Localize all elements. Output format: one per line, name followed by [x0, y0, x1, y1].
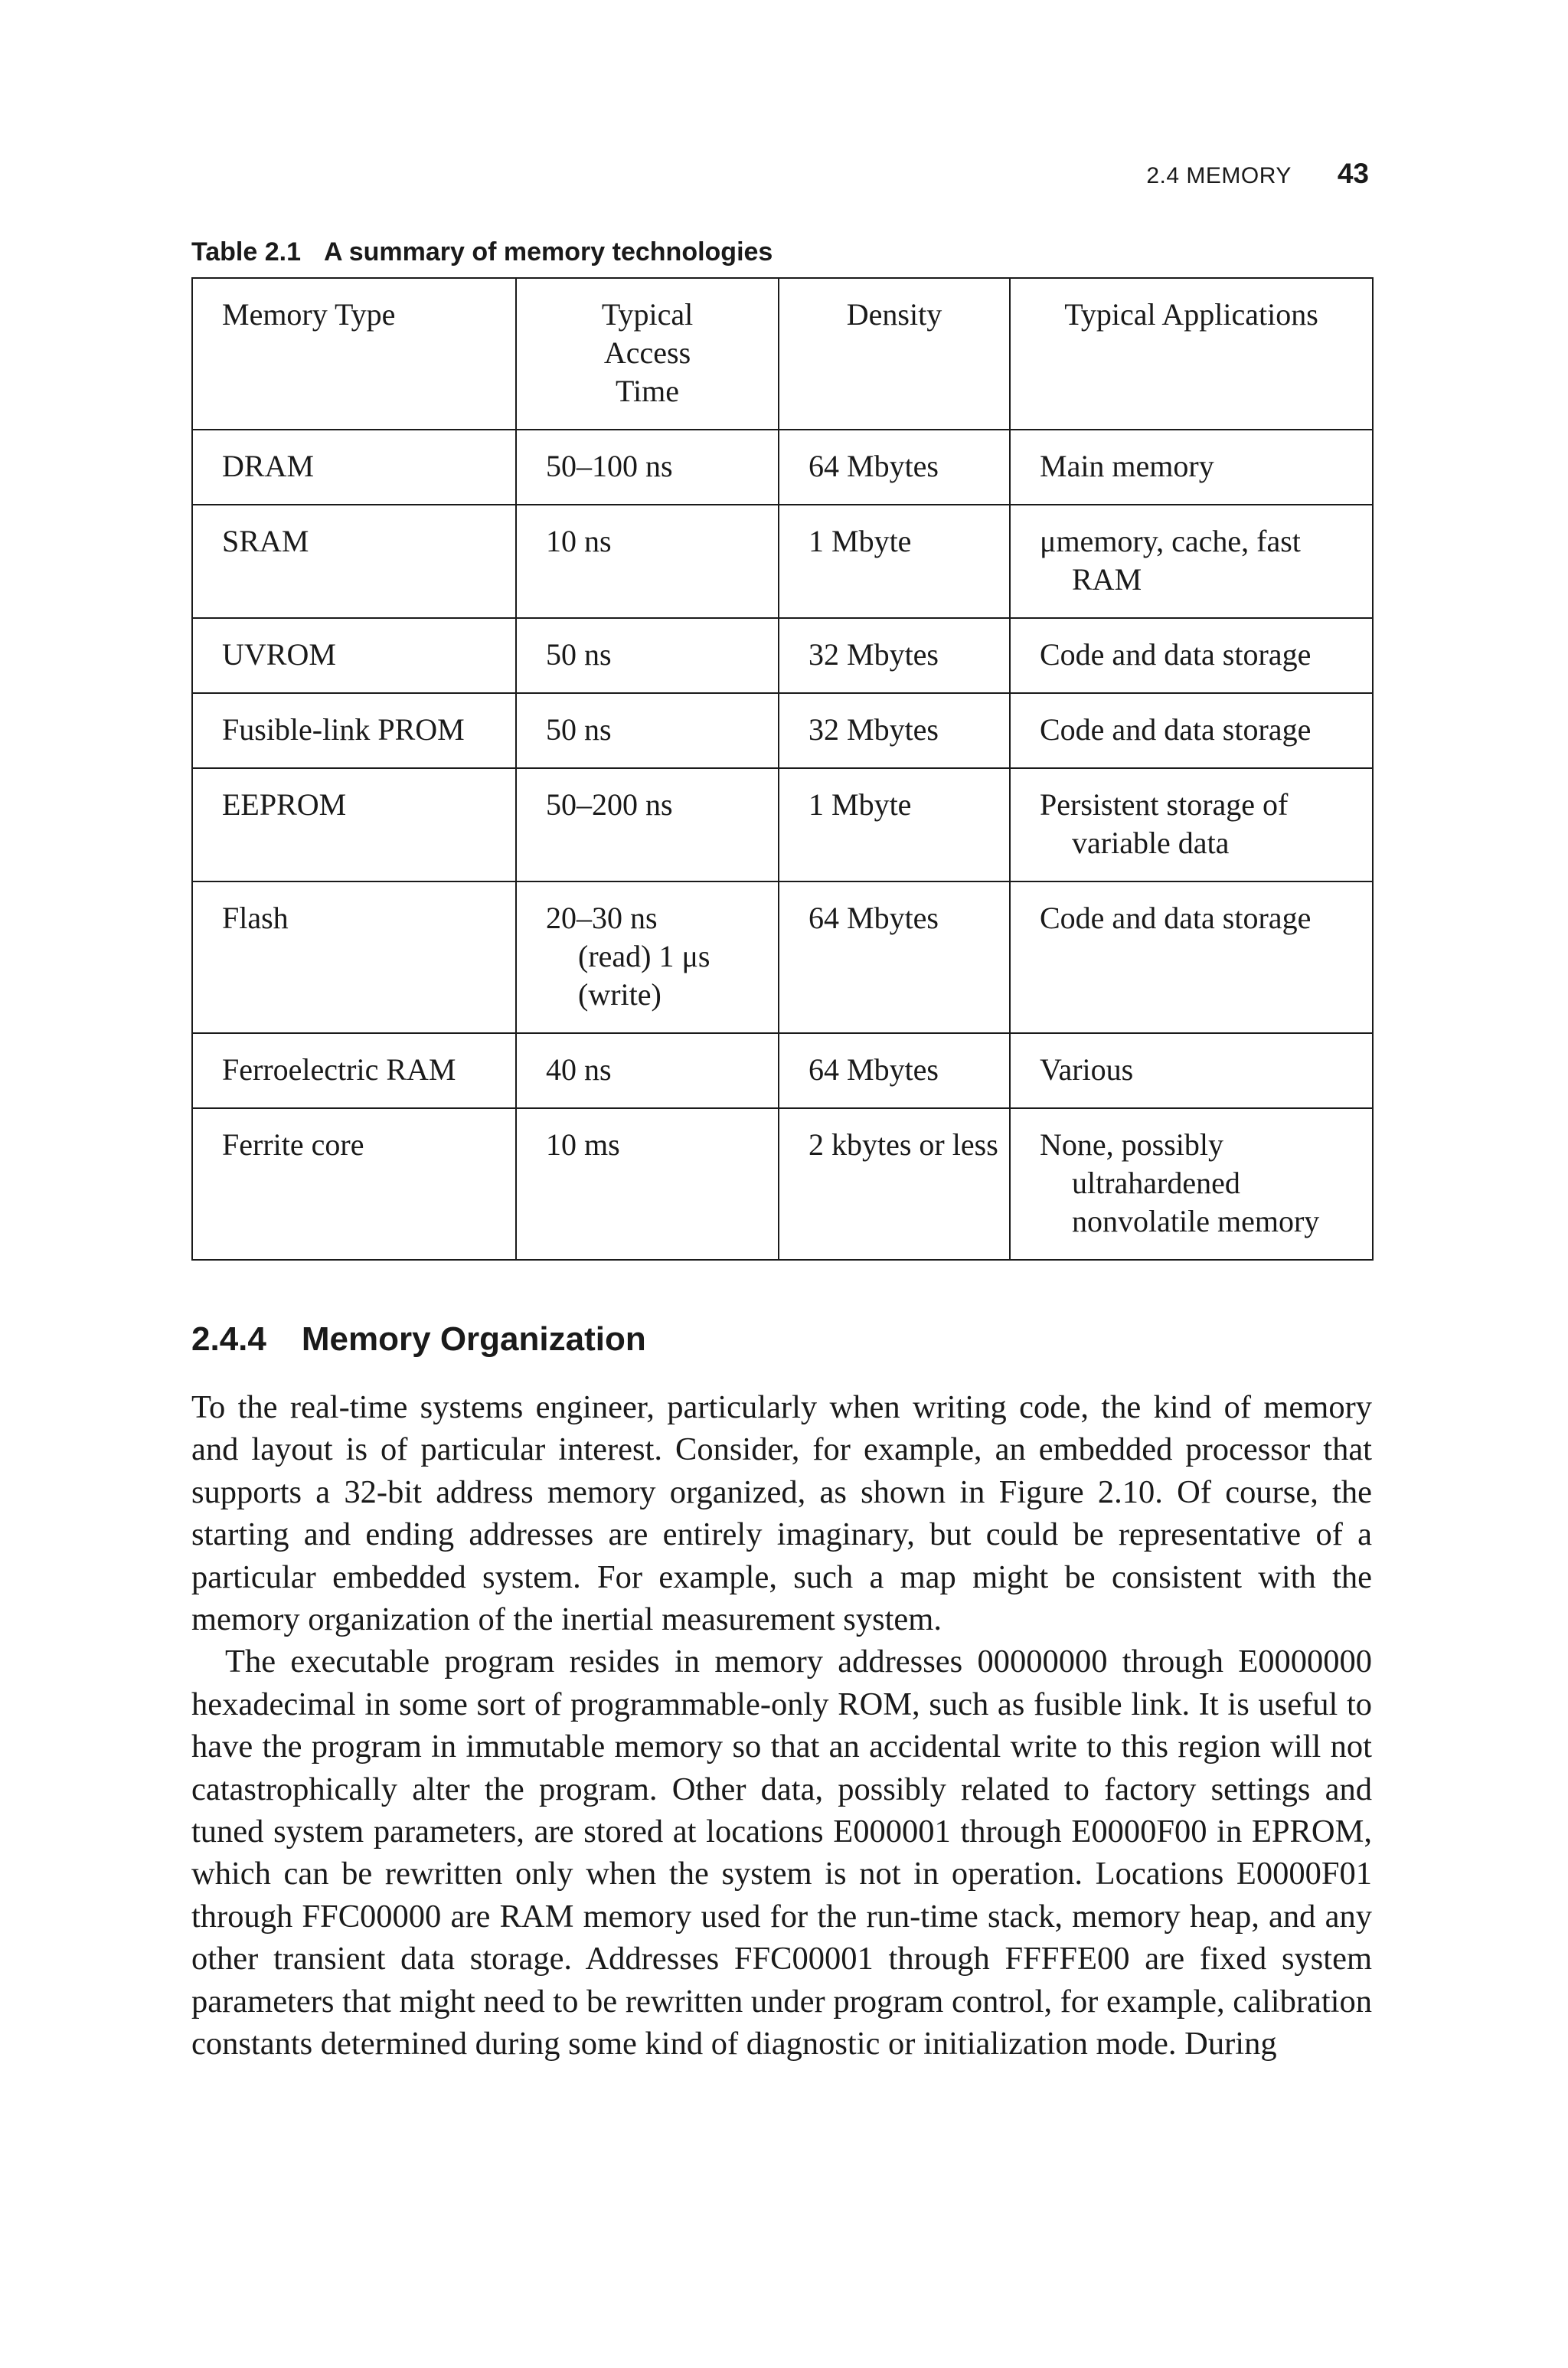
table-header-row [192, 278, 1373, 430]
table-row [192, 1108, 1373, 1260]
cell-applications: μmemory, cache, fast RAM [1010, 505, 1373, 618]
cell-applications: Code and data storage [1010, 881, 1373, 1033]
cell-memory-type: EEPROM [192, 768, 516, 881]
section-title: Memory Organization [301, 1320, 646, 1358]
cell-applications: Code and data storage [1010, 618, 1373, 693]
table-row [192, 430, 1373, 505]
cell-applications: Code and data storage [1010, 693, 1373, 768]
cell-density: 2 kbytes or less [779, 1108, 1010, 1260]
section-heading [191, 1320, 646, 1359]
cell-density: 64 Mbytes [779, 1033, 1010, 1108]
cell-applications: None, possibly ultrahardened nonvolatile memory [1010, 1108, 1373, 1260]
cell-density: 32 Mbytes [779, 618, 1010, 693]
cell-density: 64 Mbytes [779, 430, 1010, 505]
cell-memory-type: Flash [192, 881, 516, 1033]
table-row [192, 693, 1373, 768]
cell-memory-type: DRAM [192, 430, 516, 505]
cell-memory-type: Ferrite core [192, 1108, 516, 1260]
cell-density: 32 Mbytes [779, 693, 1010, 768]
cell-access-time: 50 ns [516, 618, 779, 693]
table-row [192, 618, 1373, 693]
cell-memory-type: Fusible-link PROM [192, 693, 516, 768]
cell-access-time: 40 ns [516, 1033, 779, 1108]
column-header-memory-type: Memory Type [192, 278, 516, 430]
cell-access-time: 10 ns [516, 505, 779, 618]
table-row [192, 768, 1373, 881]
cell-applications: Persistent storage of variable data [1010, 768, 1373, 881]
column-header-applications: Typical Applications [1010, 278, 1373, 430]
paragraph: To the real-time systems engineer, particularly when writing code, the kind of memory and layout is of particular interest. Consider, for example, an embedded processor that supports a 32-bit address memory organized, as shown in Figure 2.10. Of course, the starting and ending addresses are entirely imaginary, but could be representative of a particular embedded system. For example, such a map might be consistent with the memory organization of the inertial measurement system. [191, 1389, 1372, 1638]
cell-density: 64 Mbytes [779, 881, 1010, 1033]
cell-memory-type: SRAM [192, 505, 516, 618]
page-number: 43 [1337, 158, 1369, 189]
cell-applications: Various [1010, 1033, 1373, 1108]
section-number: 2.4.4 [191, 1320, 266, 1358]
table-row [192, 881, 1373, 1033]
column-header-access-time: Typical Access Time [516, 278, 779, 430]
table-caption-text: A summary of memory technologies [324, 237, 773, 267]
running-head-section: 2.4 MEMORY [1146, 163, 1292, 188]
cell-density: 1 Mbyte [779, 505, 1010, 618]
body-text [191, 1386, 1372, 2065]
column-header-density: Density [779, 278, 1010, 430]
cell-access-time: 50 ns [516, 693, 779, 768]
cell-access-time: 20–30 ns (read) 1 μs (write) [516, 881, 779, 1033]
cell-memory-type: Ferroelectric RAM [192, 1033, 516, 1108]
cell-applications: Main memory [1010, 430, 1373, 505]
cell-access-time: 50–100 ns [516, 430, 779, 505]
table-row [192, 1033, 1373, 1108]
table-caption [191, 237, 773, 267]
cell-access-time: 10 ms [516, 1108, 779, 1260]
cell-memory-type: UVROM [192, 618, 516, 693]
memory-technologies-table [191, 277, 1374, 1261]
cell-density: 1 Mbyte [779, 768, 1010, 881]
table-row [192, 505, 1373, 618]
table-caption-label: Table 2.1 [191, 237, 301, 267]
paragraph: The executable program resides in memory addresses 00000000 through E0000000 hexadecimal in some sort of programmable-only ROM, such as fusible link. It is useful to have the program in immutable memory so that an accidental write to this region will not catastrophically alter the program. Other data, possibly related to factory settings and tuned system parameters, are stored at locations E000001 through E0000F00 in EPROM, which can be rewritten only when the system is not in operation. Locations E0000F01 through FFC00000 are RAM memory used for the run-time stack, memory heap, and any other transient data storage. Addresses FFC00001 through FFFFE00 are fixed system parameters that might need to be rewritten under program control, for example, calibration constants determined during some kind of diagnostic or initialization mode. During [191, 1644, 1372, 2062]
cell-access-time: 50–200 ns [516, 768, 779, 881]
running-head [1146, 158, 1369, 190]
